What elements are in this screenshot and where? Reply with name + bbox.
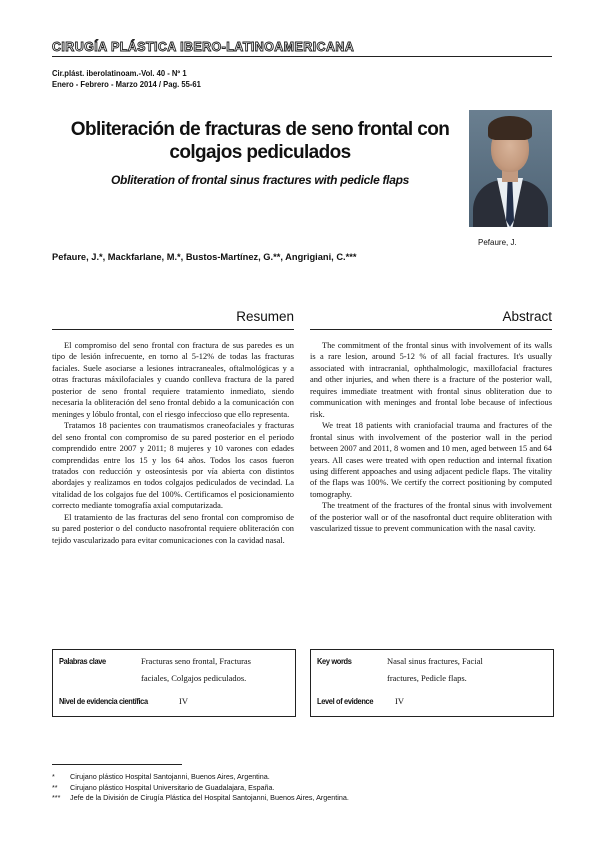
footnote-text: Jefe de la División de Cirugía Plástica del Hospital Santojanni, Buenos Aires, Argentina. [70,793,349,802]
header-rule [52,56,552,57]
evidence-value: IV [395,696,404,706]
citation-line-1: Cir.plást. iberolatinoam.-Vol. 40 - Nº 1 [52,68,187,78]
keywords-box-english [310,649,554,717]
abstract-paragraph: The commitment of the frontal sinus with involvement of its walls is a rare lesion, around 5-12 % of all facial fractures. It's usually associated with intracranial, ophthalmologic, maxillofacial fractures and other injuries, and when there is a fracture of the posterior wall, requires immediate treatment with frontal sinus obliteration due to communication with meninges and frontal lobe because of infectious risk. [310,341,552,419]
resumen-paragraph: El compromiso del seno frontal con fractura de sus paredes es un tipo de lesión infrecuente, en torno al 5-12% de todas las fracturas faciales. Suele asociarse a lesiones intracraneales, oftalmológicas y a otras fracturas máxilofaciales y cuando conlleva fractura de la pared posterior de seno frontal requiere tratamiento inmediato, siendo necesaria la obliteración del seno frontal debido a la comunicación con meninges y lóbulo frontal, con el riesgo infeccioso que ello representa. [52,341,294,419]
keywords-label: Key words [317,656,352,666]
abstract-paragraph: The treatment of the fractures of the frontal sinus with involvement of the posterior wall or of the nasofrontal duct require obliteration with vascularized tissue to prevent communication with the nasal cavity. [310,501,552,534]
abstract-body [310,340,552,535]
evidence-value: IV [179,696,188,706]
keywords-value [141,653,251,687]
keywords-value-line-2: fractures, Pedicle flaps. [387,673,467,683]
keywords-value-line-1: Fracturas seno frontal, Fracturas [141,656,251,666]
citation-line-2: Enero - Febrero - Marzo 2014 / Pag. 55-61 [52,78,201,89]
abstract-rule [310,329,552,330]
footnotes [52,772,349,804]
abstract-heading: Abstract [502,309,552,324]
author-photo [469,110,552,227]
keywords-value [387,653,483,687]
footnote-mark: * [52,772,55,781]
footnote [52,783,349,794]
resumen-body [52,340,294,546]
keywords-value-line-1: Nasal sinus fractures, Facial [387,656,483,666]
resumen-rule [52,329,294,330]
title-spanish-line-1: Obliteración de fracturas de seno frontal con [70,119,450,140]
title-spanish [60,118,460,164]
footnote [52,772,349,783]
resumen-heading: Resumen [236,309,294,324]
title-english: Obliteration of frontal sinus fractures with pedicle flaps [111,173,409,187]
evidence-label: Level of evidence [317,696,374,706]
footnote [52,793,349,804]
journal-name: CIRUGÍA PLÁSTICA IBERO-LATINOAMERICANA [52,40,355,54]
abstract-paragraph: We treat 18 patients with craniofacial trauma and fractures of the frontal sinus with involvement of the posterior wall in the period between 2007 and 2011, 8 women and 10 men, aged between 15 and 64 years. All cases were treated with open reduction and internal fixation using different appoaches and using adjacent pedicle flaps. The vitality of the flaps was 100%. We certify the correct positioning by computed tomography. [310,421,552,499]
keywords-label: Palabras clave [59,656,106,666]
photo-caption: Pefaure, J. [478,238,517,247]
photo-hair [488,116,532,140]
resumen-paragraph: El tratamiento de las fracturas del seno frontal con compromiso de su pared posterior o del conducto nasofrontal requiere obliteración con tejido vascularizado para evitar comunicaciones con la cavidad nasal. [52,512,294,545]
authors: Pefaure, J.*, Mackfarlane, M.*, Bustos-Martínez, G.**, Angrigiani, C.*** [52,252,357,262]
footnote-mark: *** [52,793,61,802]
footnote-text: Cirujano plástico Hospital Universitario de Guadalajara, España. [70,782,275,792]
footnote-text: Cirujano plástico Hospital Santojanni, Buenos Aires, Argentina. [70,772,270,781]
keywords-box-spanish [52,649,296,717]
title-spanish-line-2: colgajos pediculados [169,142,351,163]
keywords-value-line-2: faciales, Colgajos pediculados. [141,673,247,683]
evidence-label: Nivel de evidencia científica [59,696,148,706]
citation [52,68,201,89]
resumen-paragraph: Tratamos 18 pacientes con traumatismos craneofaciales y fracturas del seno frontal con compromiso de su pared posterior en el periodo comprendido entre 2007 y 2011; 8 mujeres y 10 varones con edades comprendidas entre los 15 y los 64 años. Todos los casos fueron tratados con reducción y osteosíntesis por vía abierta con distintos abordajes y realizamos en todos colgajos pediculados de vecindad. La vitalidad de los colgajos fue del 100%. Certificamos el posicionamiento correcto mediante tomografía axial computarizada. [52,421,294,511]
footnote-mark: ** [52,782,58,792]
footnote-rule [52,764,182,765]
